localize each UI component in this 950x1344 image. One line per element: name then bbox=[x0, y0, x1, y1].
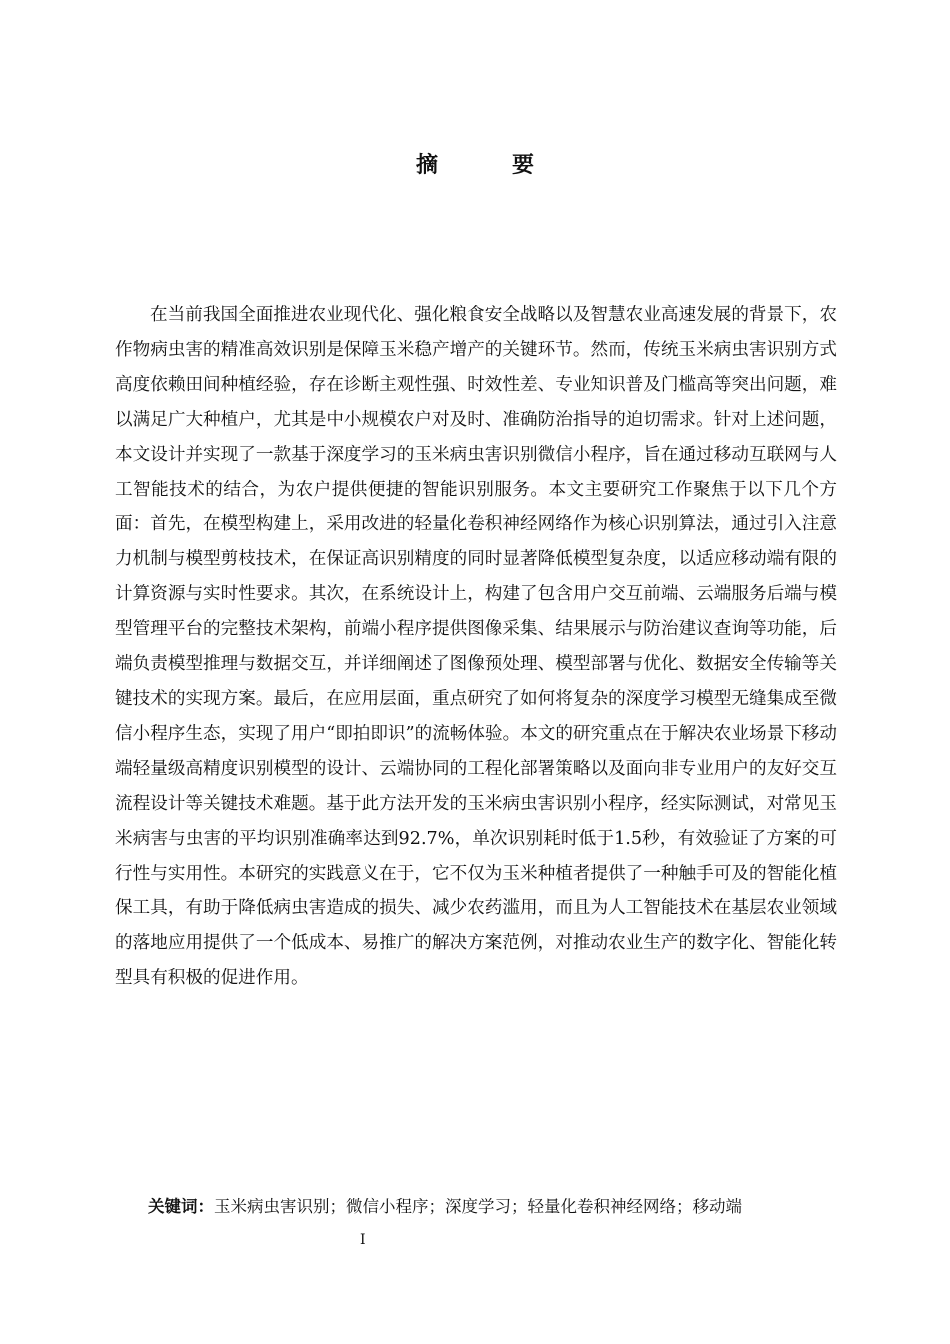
keywords-text: 玉米病虫害识别；微信小程序；深度学习；轻量化卷积神经网络；移动端 bbox=[214, 1197, 742, 1216]
page-number: I bbox=[360, 1232, 366, 1248]
abstract-title: 摘 要 bbox=[415, 153, 560, 178]
abstract-paragraph: 在当前我国全面推进农业现代化、强化粮食安全战略以及智慧农业高速发展的背景下，农作物病虫害的精准高效识别是保障玉米稳产增产的关键环节。然而，传统玉米病虫害识别方式高度依赖田间种植经验，存在诊断主观性强、时效性差、专业知识普及门槛高等突出问题，难以满足广大种植户，尤其是中小规模农户对及时、准确防治指导的迫切需求。针对上述问题，本文设计并实现了一款基于深度学习的玉米病虫害识别微信小程序，旨在通过移动互联网与人工智能技术的结合，为农户提供便捷的智能识别服务。本文主要研究工作聚焦于以下几个方面：首先，在模型构建上，采用改进的轻量化卷积神经网络作为核心识别算法，通过引入注意力机制与模型剪枝技术，在保证高识别精度的同时显著降低模型复杂度，以适应移动端有限的计算资源与实时性要求。其次，在系统设计上，构建了包含用户交互前端、云端服务后端与模型管理平台的完整技术架构，前端小程序提供图像采集、结果展示与防治建议查询等功能，后端负责模型推理与数据交互，并详细阐述了图像预处理、模型部署与优化、数据安全传输等关键技术的实现方案。最后，在应用层面，重点研究了如何将复杂的深度学习模型无缝集成至微信小程序生态，实现了用户“即拍即识”的流畅体验。本文的研究重点在于解决农业场景下移动端轻量级高精度识别模型的设计、云端协同的工程化部署策略以及面向非专业用户的友好交互流程设计等关键技术难题。基于此方法开发的玉米病虫害识别小程序，经实际测试，对常见玉米病害与虫害的平均识别准确率达到92.7%，单次识别耗时低于1.5秒，有效验证了方案的可行性与实用性。本研究的实践意义在于，它不仅为玉米种植者提供了一种触手可及的智能化植保工具，有助于降低病虫害造成的损失、减少农药滥用，而且为人工智能技术在基层农业领域的落地应用提供了一个低成本、易推广的解决方案范例，对推动农业生产的数字化、智能化转型具有积极的促进作用。 bbox=[115, 305, 837, 989]
keywords-label: 关键词： bbox=[148, 1197, 214, 1216]
keywords-line bbox=[148, 1193, 848, 1221]
